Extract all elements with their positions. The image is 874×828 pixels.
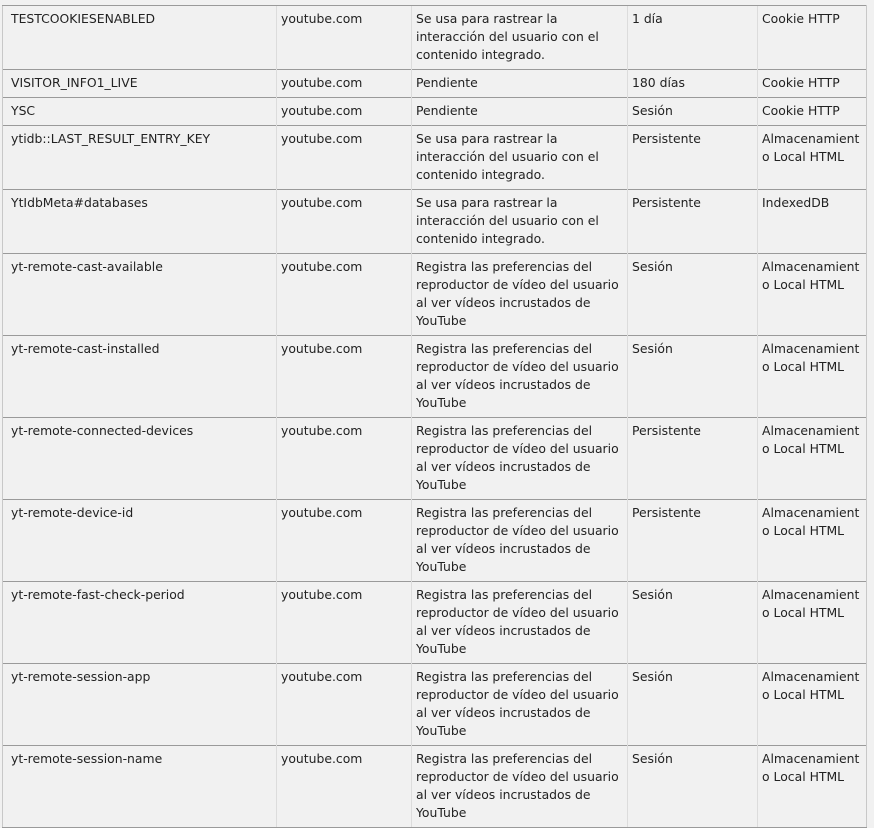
table-row bbox=[3, 418, 867, 500]
cookie-name: yt-remote-connected-devices bbox=[3, 418, 277, 500]
cookie-name: TESTCOOKIESENABLED bbox=[3, 6, 277, 70]
cookie-type: Almacenamiento Local HTML bbox=[758, 664, 867, 746]
cookie-provider: youtube.com bbox=[277, 746, 412, 828]
cookie-provider: youtube.com bbox=[277, 254, 412, 336]
cookie-type: Almacenamiento Local HTML bbox=[758, 254, 867, 336]
cookie-name: yt-remote-cast-installed bbox=[3, 336, 277, 418]
cookie-type: Cookie HTTP bbox=[758, 70, 867, 98]
cookie-type: Cookie HTTP bbox=[758, 98, 867, 126]
cookie-purpose: Registra las preferencias del reproductor de vídeo del usuario al ver vídeos incrustados de YouTube bbox=[412, 746, 628, 828]
table-row bbox=[3, 126, 867, 190]
cookie-purpose: Registra las preferencias del reproductor de vídeo del usuario al ver vídeos incrustados de YouTube bbox=[412, 336, 628, 418]
cookie-type: Almacenamiento Local HTML bbox=[758, 336, 867, 418]
cookie-provider: youtube.com bbox=[277, 418, 412, 500]
cookie-purpose: Registra las preferencias del reproductor de vídeo del usuario al ver vídeos incrustados de YouTube bbox=[412, 582, 628, 664]
table-row bbox=[3, 336, 867, 418]
cookie-provider: youtube.com bbox=[277, 6, 412, 70]
cookie-provider: youtube.com bbox=[277, 70, 412, 98]
cookie-table-container bbox=[2, 5, 866, 828]
cookie-purpose: Se usa para rastrear la interacción del usuario con el contenido integrado. bbox=[412, 126, 628, 190]
cookie-expiry: Sesión bbox=[628, 336, 758, 418]
table-row bbox=[3, 6, 867, 70]
cookie-name: VISITOR_INFO1_LIVE bbox=[3, 70, 277, 98]
cookie-table bbox=[2, 5, 867, 828]
cookie-name: yt-remote-cast-available bbox=[3, 254, 277, 336]
cookie-provider: youtube.com bbox=[277, 190, 412, 254]
table-row bbox=[3, 70, 867, 98]
cookie-expiry: Persistente bbox=[628, 500, 758, 582]
table-row bbox=[3, 500, 867, 582]
cookie-provider: youtube.com bbox=[277, 98, 412, 126]
table-row bbox=[3, 98, 867, 126]
cookie-name: yt-remote-session-app bbox=[3, 664, 277, 746]
cookie-expiry: Persistente bbox=[628, 190, 758, 254]
cookie-purpose: Registra las preferencias del reproductor de vídeo del usuario al ver vídeos incrustados de YouTube bbox=[412, 418, 628, 500]
cookie-name: yt-remote-device-id bbox=[3, 500, 277, 582]
cookie-provider: youtube.com bbox=[277, 582, 412, 664]
table-row bbox=[3, 254, 867, 336]
cookie-expiry: 1 día bbox=[628, 6, 758, 70]
cookie-name: yt-remote-fast-check-period bbox=[3, 582, 277, 664]
cookie-type: Almacenamiento Local HTML bbox=[758, 746, 867, 828]
cookie-purpose: Se usa para rastrear la interacción del usuario con el contenido integrado. bbox=[412, 6, 628, 70]
cookie-name: ytidb::LAST_RESULT_ENTRY_KEY bbox=[3, 126, 277, 190]
cookie-expiry: Sesión bbox=[628, 254, 758, 336]
cookie-expiry: Sesión bbox=[628, 746, 758, 828]
cookie-name: YtIdbMeta#databases bbox=[3, 190, 277, 254]
cookie-type: Almacenamiento Local HTML bbox=[758, 582, 867, 664]
table-row bbox=[3, 190, 867, 254]
cookie-purpose: Pendiente bbox=[412, 70, 628, 98]
cookie-name: YSC bbox=[3, 98, 277, 126]
cookie-type: Almacenamiento Local HTML bbox=[758, 418, 867, 500]
cookie-type: IndexedDB bbox=[758, 190, 867, 254]
table-row bbox=[3, 664, 867, 746]
cookie-purpose: Se usa para rastrear la interacción del usuario con el contenido integrado. bbox=[412, 190, 628, 254]
cookie-expiry: Sesión bbox=[628, 98, 758, 126]
cookie-provider: youtube.com bbox=[277, 664, 412, 746]
cookie-expiry: Persistente bbox=[628, 126, 758, 190]
cookie-purpose: Registra las preferencias del reproductor de vídeo del usuario al ver vídeos incrustados de YouTube bbox=[412, 664, 628, 746]
cookie-type: Almacenamiento Local HTML bbox=[758, 126, 867, 190]
cookie-purpose: Pendiente bbox=[412, 98, 628, 126]
table-row bbox=[3, 582, 867, 664]
cookie-type: Almacenamiento Local HTML bbox=[758, 500, 867, 582]
cookie-expiry: 180 días bbox=[628, 70, 758, 98]
cookie-expiry: Persistente bbox=[628, 418, 758, 500]
cookie-provider: youtube.com bbox=[277, 336, 412, 418]
cookie-purpose: Registra las preferencias del reproductor de vídeo del usuario al ver vídeos incrustados de YouTube bbox=[412, 500, 628, 582]
cookie-type: Cookie HTTP bbox=[758, 6, 867, 70]
cookie-expiry: Sesión bbox=[628, 664, 758, 746]
cookie-provider: youtube.com bbox=[277, 126, 412, 190]
cookie-purpose: Registra las preferencias del reproductor de vídeo del usuario al ver vídeos incrustados de YouTube bbox=[412, 254, 628, 336]
cookie-name: yt-remote-session-name bbox=[3, 746, 277, 828]
table-row bbox=[3, 746, 867, 828]
cookie-provider: youtube.com bbox=[277, 500, 412, 582]
cookie-expiry: Sesión bbox=[628, 582, 758, 664]
